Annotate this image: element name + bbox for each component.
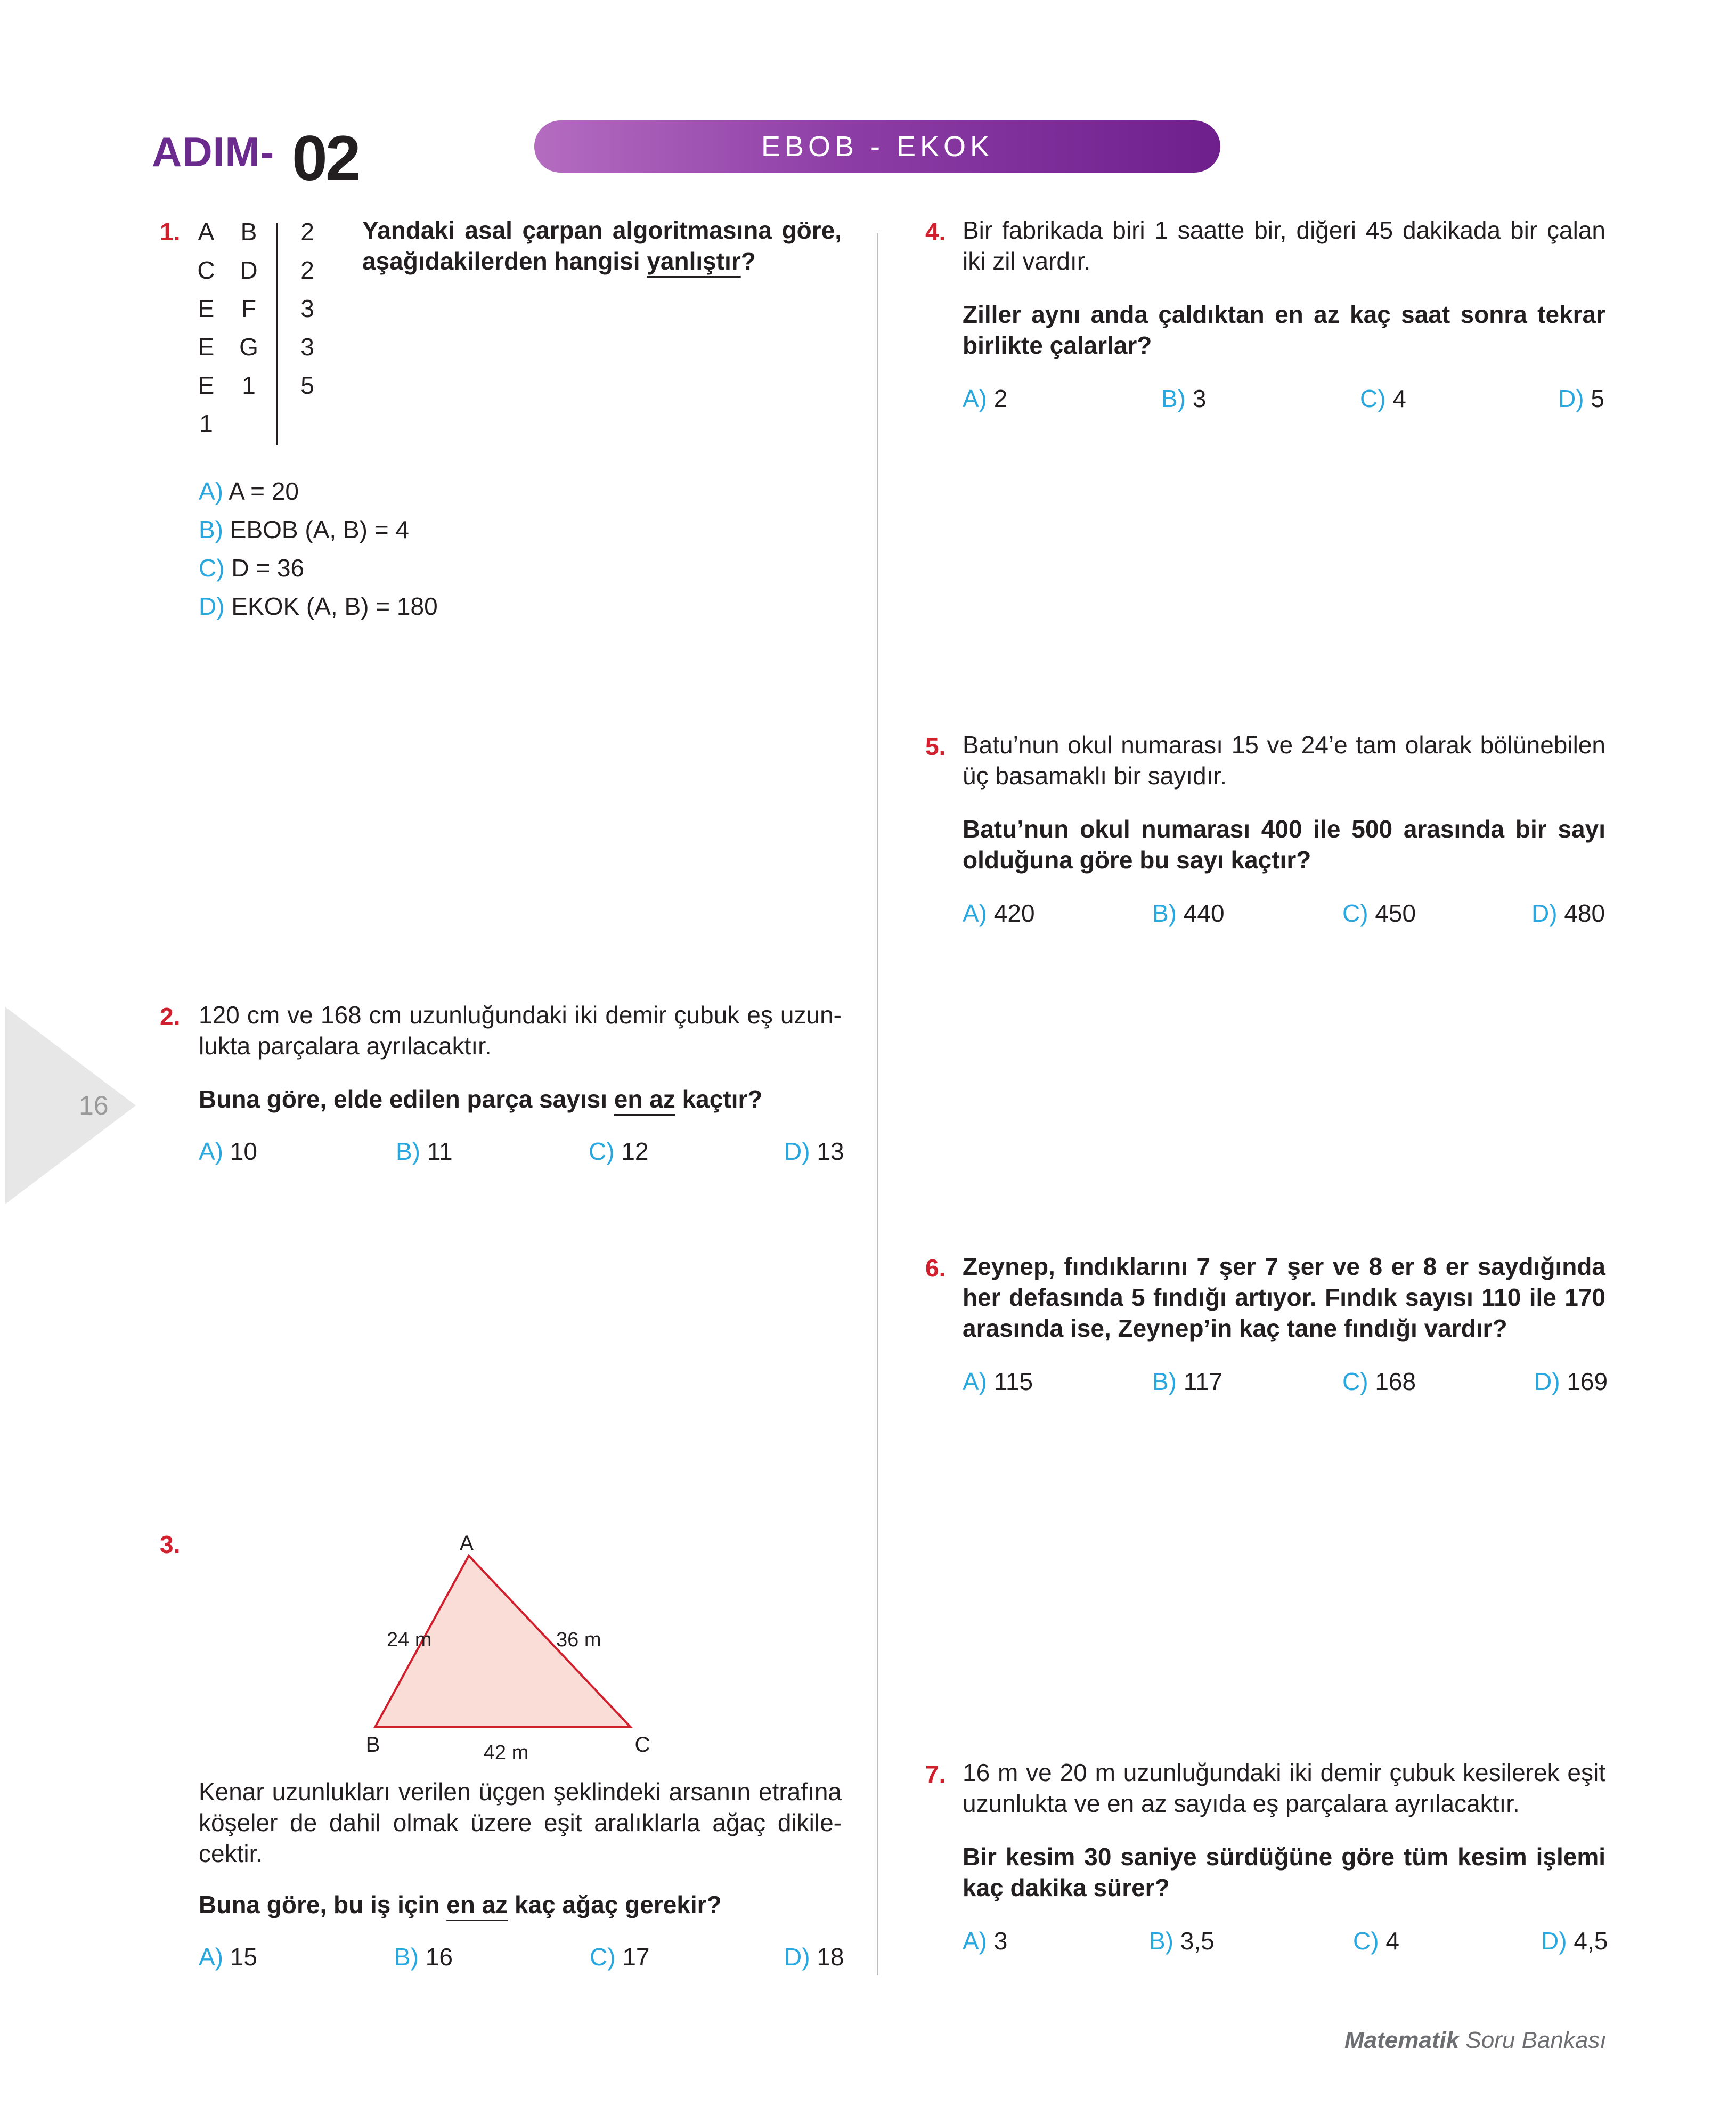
q3-option-a[interactable]: A) 15	[199, 1943, 257, 1971]
q1-option-d[interactable]: D) EKOK (A, B) = 180	[199, 592, 438, 620]
footer-subject: Matematik	[1344, 2027, 1460, 2053]
q4-question: Ziller aynı anda çaldıktan en az kaç saat sonra tekrar birlikte çalarlar?	[963, 300, 1605, 359]
q7-option-b[interactable]: B) 3,5	[1149, 1927, 1215, 1955]
q1-option-b[interactable]: B) EBOB (A, B) = 4	[199, 516, 409, 543]
q3-option-c[interactable]: C) 17	[590, 1943, 650, 1971]
q6-question: Zeynep, fındıklarını 7 şer 7 şer ve 8 er 8 er saydığında her defasında 5 fındığı artıyor. Fındık sayısı 110 ile 170 arasında ise, Zeynep’in kaç tane fındığı vardır?	[963, 1253, 1605, 1342]
q4-text: Bir fabrikada biri 1 saatte bir, diğeri 45 dakikada bir çalan iki zil vardır.	[963, 216, 1605, 275]
factor-table-line	[276, 223, 278, 445]
q2-option-d[interactable]: D) 13	[784, 1137, 844, 1165]
footer-brand	[1344, 2027, 1607, 2054]
q3-question: Buna göre, bu iş için en az kaç ağaç gerekir?	[199, 1891, 722, 1918]
q1-stem-text: Yandaki asal çarpan algoritmasına göre, aşağıdakilerden hangisi	[362, 216, 842, 275]
page-tab-arrow	[5, 1007, 136, 1204]
column-divider	[877, 233, 878, 1975]
q1-stem-underlined: yanlıştır	[647, 247, 741, 275]
side-ac-label: 36 m	[556, 1629, 601, 1651]
q7-option-d[interactable]: D) 4,5	[1541, 1927, 1608, 1955]
q7-option-a[interactable]: A) 3	[963, 1927, 1008, 1955]
vertex-a-label: A	[459, 1534, 474, 1555]
factor-cell: B	[240, 218, 257, 246]
q6-option-b[interactable]: B) 117	[1152, 1368, 1223, 1395]
side-ab-label: 24 m	[387, 1629, 432, 1651]
q7-number: 7.	[925, 1760, 946, 1788]
q7-text: 16 m ve 20 m uzunluğundaki iki demir çubuk kesilerek eşit uzunlukta ve en az sayıda eş parçalara ayrılacaktır.	[963, 1759, 1605, 1817]
q6-option-a[interactable]: A) 115	[963, 1368, 1033, 1395]
q3-option-b[interactable]: B) 16	[394, 1943, 453, 1971]
q3-number: 3.	[160, 1531, 181, 1558]
vertex-c-label: C	[634, 1733, 650, 1757]
step-label: ADIM-	[152, 128, 275, 175]
factor-cell: E	[198, 371, 215, 399]
q4-option-c[interactable]: C) 4	[1360, 385, 1406, 412]
q5-option-c[interactable]: C) 450	[1342, 899, 1416, 927]
q6-option-c[interactable]: C) 168	[1342, 1368, 1416, 1395]
page-number: 16	[79, 1091, 109, 1120]
q5-option-d[interactable]: D) 480	[1531, 899, 1605, 927]
q1-option-a[interactable]: A) A = 20	[199, 477, 299, 505]
q6-number: 6.	[925, 1254, 946, 1282]
q1-stem	[362, 215, 842, 277]
q5-text: Batu’nun okul numarası 15 ve 24’e tam olarak bölünebilen üç basamaklı bir sayıdır.	[963, 731, 1605, 790]
factor-cell: 5	[300, 371, 314, 399]
footer-book-name: Soru Bankası	[1465, 2027, 1607, 2053]
q5-option-b[interactable]: B) 440	[1152, 899, 1225, 927]
q2-option-b[interactable]: B) 11	[396, 1137, 453, 1165]
side-bc-label: 42 m	[483, 1742, 529, 1764]
q5-number: 5.	[925, 733, 946, 760]
q2-number: 2.	[160, 1003, 181, 1030]
q2-text: 120 cm ve 168 cm uzunluğundaki iki demir çubuk eş uzun-lukta parçalara ayrılacaktır.	[199, 1001, 842, 1060]
vertex-b-label: B	[365, 1733, 380, 1757]
q2-question: Buna göre, elde edilen parça sayısı en az kaçtır?	[199, 1085, 763, 1113]
factor-cell: 1	[242, 371, 256, 399]
q2-option-a[interactable]: A) 10	[199, 1137, 257, 1165]
factor-cell: 2	[300, 256, 314, 284]
factor-cell: C	[197, 256, 215, 284]
topic-banner: EBOB - EKOK	[534, 120, 1220, 173]
factor-cell: A	[198, 218, 215, 246]
q5-question: Batu’nun okul numarası 400 ile 500 arasında bir sayı olduğuna göre bu sayı kaçtır?	[963, 815, 1605, 874]
q6-option-d[interactable]: D) 169	[1534, 1368, 1608, 1395]
factor-cell: 2	[300, 218, 314, 246]
q2-option-c[interactable]: C) 12	[589, 1137, 649, 1165]
factor-cell: E	[198, 333, 215, 361]
q4-option-b[interactable]: B) 3	[1161, 385, 1207, 412]
step-number: 02	[292, 123, 359, 194]
q1-option-c[interactable]: C) D = 36	[199, 554, 305, 582]
q4-option-a[interactable]: A) 2	[963, 385, 1008, 412]
q4-option-d[interactable]: D) 5	[1558, 385, 1604, 412]
q4-number: 4.	[925, 218, 946, 246]
q1-stem-end: ?	[740, 247, 756, 275]
factor-cell: 3	[300, 295, 314, 322]
q1-number: 1.	[160, 218, 181, 246]
q7-question: Bir kesim 30 saniye sürdüğüne göre tüm kesim işlemi kaç dakika sürer?	[963, 1843, 1605, 1901]
factor-cell: 3	[300, 333, 314, 361]
factor-cell: 1	[199, 410, 213, 437]
factor-cell: G	[239, 333, 258, 361]
factor-cell: E	[198, 295, 215, 322]
q3-option-d[interactable]: D) 18	[784, 1943, 844, 1971]
q3-text: Kenar uzunlukları verilen üçgen şeklindeki arsanın etrafına köşeler de dahil olmak üzere eşit aralıklarla ağaç dikile-cektir.	[199, 1778, 842, 1867]
factor-cell: F	[241, 295, 257, 322]
triangle-figure	[362, 1534, 661, 1769]
factor-cell: D	[240, 256, 258, 284]
q7-option-c[interactable]: C) 4	[1353, 1927, 1399, 1955]
q5-option-a[interactable]: A) 420	[963, 899, 1035, 927]
